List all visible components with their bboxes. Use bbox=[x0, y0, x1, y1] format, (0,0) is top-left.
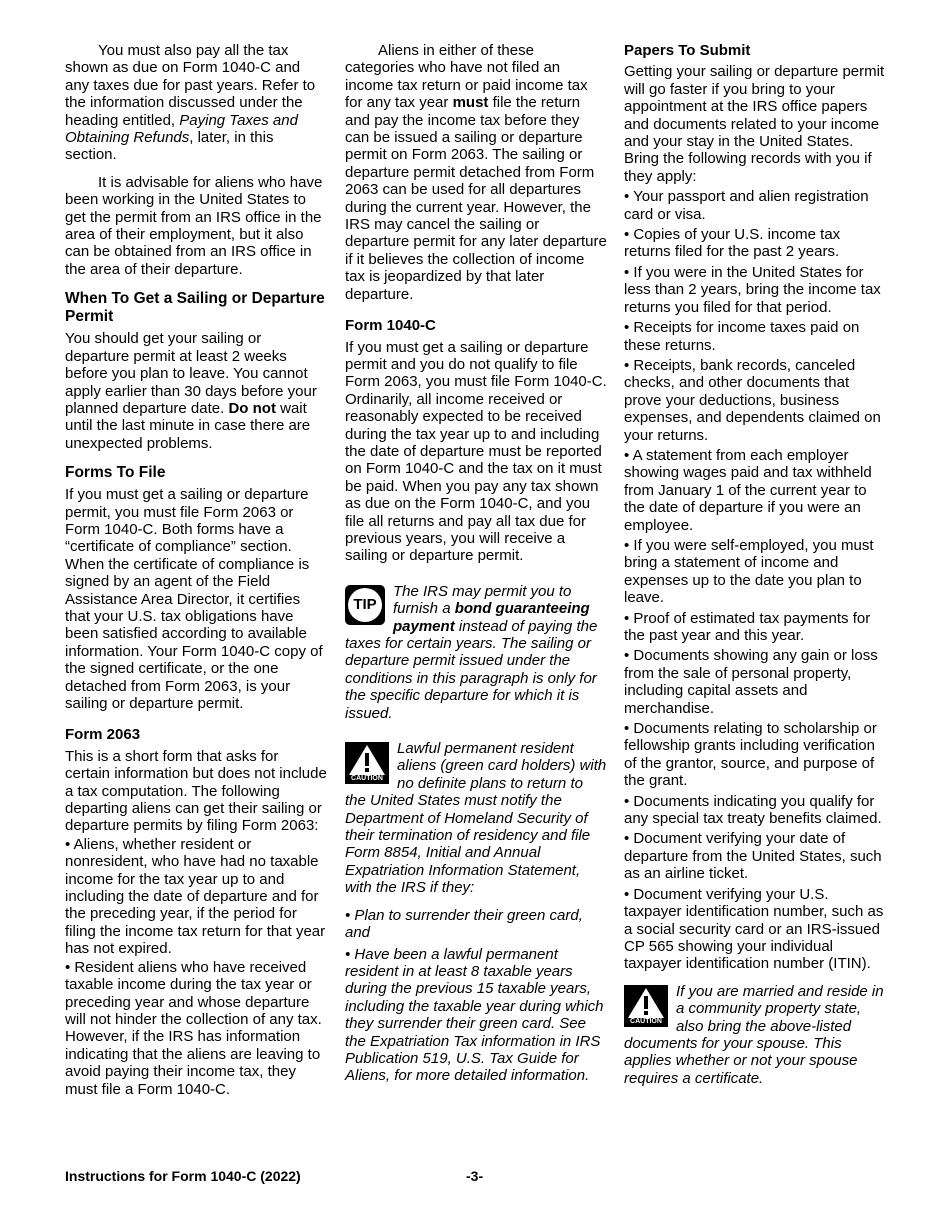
bullet-text: Document verifying your date of departure from the United States, such as an airline ticket. bbox=[624, 830, 882, 883]
bullet-item: • Resident aliens who have received taxable income during the tax year or preceding year and whose departure will not hinder the collection of any tax. However, if the IRS has information indicating that the aliens are leaving to avoid paying their income tax, they must file a Form 1040-C. bbox=[65, 958, 322, 1098]
text: You must also pay all the tax shown as due on Form 1040-C and any taxes due for past years. Refer to the information discussed under the heading entitled, bbox=[65, 42, 316, 129]
subsection-heading: Papers To Submit bbox=[624, 42, 751, 59]
bullet-item: • A statement from each employer showing wages paid and tax withheld from January 1 of the current year to the date of departure if you were an employee. bbox=[624, 446, 872, 534]
text: You should get your sailing or departure permit at least 2 weeks before you plan to leave. You cannot apply earlier than 30 days before your planned departure date. bbox=[65, 330, 317, 417]
bullet-item: • Documents showing any gain or loss from the sale of personal property, including capital assets and merchandise. bbox=[624, 647, 878, 717]
paragraph: If you must get a sailing or departure permit, you must file Form 2063 or Form 1040-C. Both forms have a “certificate of compliance” section. When the certificate of compliance is signed by an agent of the Field Assistance Area Director, it certifies that your U.S. tax obligations have been satisfied according to available information. Your Form 1040-C copy of the signed certificate, or the one detached from Form 2063, is your sailing or departure permit. bbox=[65, 486, 323, 712]
bullet-item: • Receipts for income taxes paid on these returns. bbox=[624, 319, 860, 354]
section-heading: Forms To File bbox=[65, 464, 166, 482]
bullet-text: Documents relating to scholarship or fellowship grants including verification of the grantor, source, and purpose of the grant. bbox=[624, 720, 877, 790]
bullet-text: If you were self-employed, you must bring a statement of income and expenses up to the date you plan to leave. bbox=[624, 536, 874, 607]
bold-text: must bbox=[452, 94, 489, 112]
footer-form-title: Instructions for Form 1040-C (2022) bbox=[65, 1168, 301, 1184]
page-number: -3- bbox=[466, 1168, 484, 1184]
bullet-item: • Plan to surrender their green card, and bbox=[345, 906, 583, 942]
text: file the return and pay the income tax before they can be issued a sailing or departure permit on Form 2063. The sailing or departure permit detached from Form 2063 can be used for all departures during the current year. However, the IRS may cancel the sailing or departure permit for any later departure if it believes the collection of income tax is jeopardized by that later departure. bbox=[345, 94, 607, 303]
caution-icon bbox=[345, 742, 389, 784]
bullet-item: • Receipts, bank records, canceled checks, and other documents that prove your deductions, business expenses, and dependents claimed on your returns. bbox=[624, 356, 881, 444]
paragraph bbox=[345, 42, 607, 303]
bullet-text: Documents showing any gain or loss from the sale of personal property, including capital assets and merchandise. bbox=[624, 647, 878, 717]
paragraph bbox=[65, 42, 327, 164]
bold-text: Do not bbox=[228, 399, 276, 417]
paragraph: If you must get a sailing or departure permit and you do not qualify to file Form 2063, you must file Form 1040-C. Ordinarily, all income received or reasonably expected to be received during the tax year up to and including the date of departure must be reported on Form 1040-C and the tax on it must be paid. When you pay any tax shown as due on the Form 1040-C, and you file all returns and pay all tax due for previous years, you will receive a sailing or departure permit. bbox=[345, 338, 607, 565]
section-heading: When To Get a Sailing or Departure Permit bbox=[65, 290, 325, 326]
tip-icon bbox=[345, 585, 385, 625]
paragraph: Getting your sailing or departure permit will go faster if you bring to your appointment at the IRS office papers and documents related to your income and your stay in the United States. Bring the following records with you if they apply: bbox=[624, 63, 885, 185]
bullet-item: • Documents relating to scholarship or fellowship grants including verification of the grantor, source, and purpose of the grant. bbox=[624, 720, 877, 790]
text: , later, in this section. bbox=[65, 129, 274, 164]
bullet-text: Receipts for income taxes paid on these returns. bbox=[624, 319, 860, 354]
text: Lawful permanent resident aliens (green card holders) with no definite plans to return to the United States must notify the Department of Homeland Security of their termination of residency and file Form 8854, Initial and Annual Expatriation Information Statement, with the IRS if they: bbox=[345, 740, 607, 897]
bullet-item: • If you were self-employed, you must bring a statement of income and expenses up to the date you plan to leave. bbox=[624, 536, 874, 607]
text: Aliens in either of these categories who have not filed an income tax return or paid income tax for any tax year bbox=[345, 42, 588, 112]
caution-note bbox=[624, 983, 886, 1087]
tip-icon-label: TIP bbox=[348, 588, 382, 622]
tip-note bbox=[345, 583, 607, 722]
caution-icon-label: CAUTION bbox=[630, 1017, 662, 1025]
bullet-text: A statement from each employer showing wages paid and tax withheld from January 1 of the current year to the date of departure if you were an employee. bbox=[624, 446, 872, 534]
bullet-text: Copies of your U.S. income tax returns filed for the past 2 years. bbox=[624, 226, 841, 261]
bullet-text: Proof of estimated tax payments for the past year and this year. bbox=[624, 609, 871, 644]
text: If you are married and reside in a community property state, also bring the above-listed documents for your spouse. This applies whether or not your spouse requires a certificate. bbox=[624, 982, 884, 1087]
bullet-list bbox=[624, 188, 886, 972]
bullet-text: Receipts, bank records, canceled checks, and other documents that prove your deductions, business expenses, and dependents claimed on your returns. bbox=[624, 356, 881, 444]
column-2 bbox=[345, 42, 607, 1086]
text: The IRS may permit you to furnish a bbox=[393, 582, 572, 618]
bullet-text: Documents indicating you qualify for any special tax treaty benefits claimed. bbox=[624, 792, 882, 828]
caution-icon bbox=[624, 985, 668, 1027]
bullet-text: Have been a lawful permanent resident in at least 8 taxable years during the previous 15 taxable years, including the taxable year during which they surrender their green card. See the Expatriation Tax information in IRS Publication 519, U.S. Tax Guide for Aliens, for more detailed information. bbox=[345, 945, 604, 1085]
paragraph bbox=[65, 330, 327, 452]
bullet-item: • Aliens, whether resident or nonresident, who have had no taxable income for the tax year up to and including the date of departure and for the preceding year, if the period for filing the income tax return for that year has not expired. bbox=[65, 835, 326, 958]
bullet-item: • Have been a lawful permanent resident in at least 8 taxable years during the previous 15 taxable years, including the taxable year during which they surrender their green card. See the Expatriation Tax information in IRS Publication 519, U.S. Tax Guide for Aliens, for more detailed information. bbox=[345, 945, 604, 1085]
paragraph: This is a short form that asks for certain information but does not include a tax computation. The following departing aliens can get their sailing or departure permits by filing Form 2063: bbox=[65, 747, 327, 835]
subsection-heading: Form 1040-C bbox=[345, 317, 436, 335]
bullet-item: • Document verifying your U.S. taxpayer identification number, such as a social security card or an IRS-issued CP 565 showing your individual taxpayer identification number (ITIN). bbox=[624, 885, 884, 973]
bullet-item: • If you were in the United States for less than 2 years, bring the income tax returns you filed for that period. bbox=[624, 263, 881, 316]
column-3 bbox=[624, 42, 886, 1097]
bullet-text: Aliens, whether resident or nonresident, who have had no taxable income for the tax year up to and including the date of departure and for the preceding year, if the period for filing the income tax return for that year has not expired. bbox=[65, 835, 326, 958]
bullet-text: If you were in the United States for less than 2 years, bring the income tax returns you filed for that period. bbox=[624, 263, 881, 316]
bullet-item: • Documents indicating you qualify for any special tax treaty benefits claimed. bbox=[624, 792, 882, 828]
italic-reference: Paying Taxes and Obtaining Refunds bbox=[65, 111, 298, 147]
text: instead of paying the taxes for certain years. The sailing or departure permit issued under the conditions in this paragraph is only for the specific departure for which it is issued. bbox=[345, 617, 598, 722]
bullet-item: • Document verifying your date of departure from the United States, such as an airline ticket. bbox=[624, 830, 882, 883]
bullet-item: • Copies of your U.S. income tax returns filed for the past 2 years. bbox=[624, 226, 841, 261]
bullet-item: • Proof of estimated tax payments for the past year and this year. bbox=[624, 609, 871, 644]
text: wait until the last minute in case there are unexpected problems. bbox=[65, 399, 311, 452]
bullet-text: Resident aliens who have received taxable income during the tax year or preceding year and whose departure will not hinder the collection of any tax. However, if the IRS has information indicating that the aliens are leaving to avoid paying their income tax, they must file a Form 1040-C. bbox=[65, 958, 322, 1098]
subsection-heading: Form 2063 bbox=[65, 726, 141, 744]
bullet-text: Your passport and alien registration card or visa. bbox=[624, 188, 869, 223]
bullet-text: Plan to surrender their green card, and bbox=[345, 906, 583, 942]
paragraph: It is advisable for aliens who have been working in the United States to get the permit from an IRS office in the area of their employment, but it also can be obtained from an IRS office in the area of their departure. bbox=[65, 173, 323, 278]
bold-text: bond guaranteeing payment bbox=[393, 600, 590, 635]
bullet-text: Document verifying your U.S. taxpayer identification number, such as a social security card or an IRS-issued CP 565 showing your individual taxpayer identification number (ITIN). bbox=[624, 885, 884, 973]
bullet-item: • Your passport and alien registration card or visa. bbox=[624, 188, 869, 223]
caution-icon-label: CAUTION bbox=[351, 775, 383, 783]
caution-note bbox=[345, 740, 607, 897]
column-1 bbox=[65, 42, 327, 1099]
